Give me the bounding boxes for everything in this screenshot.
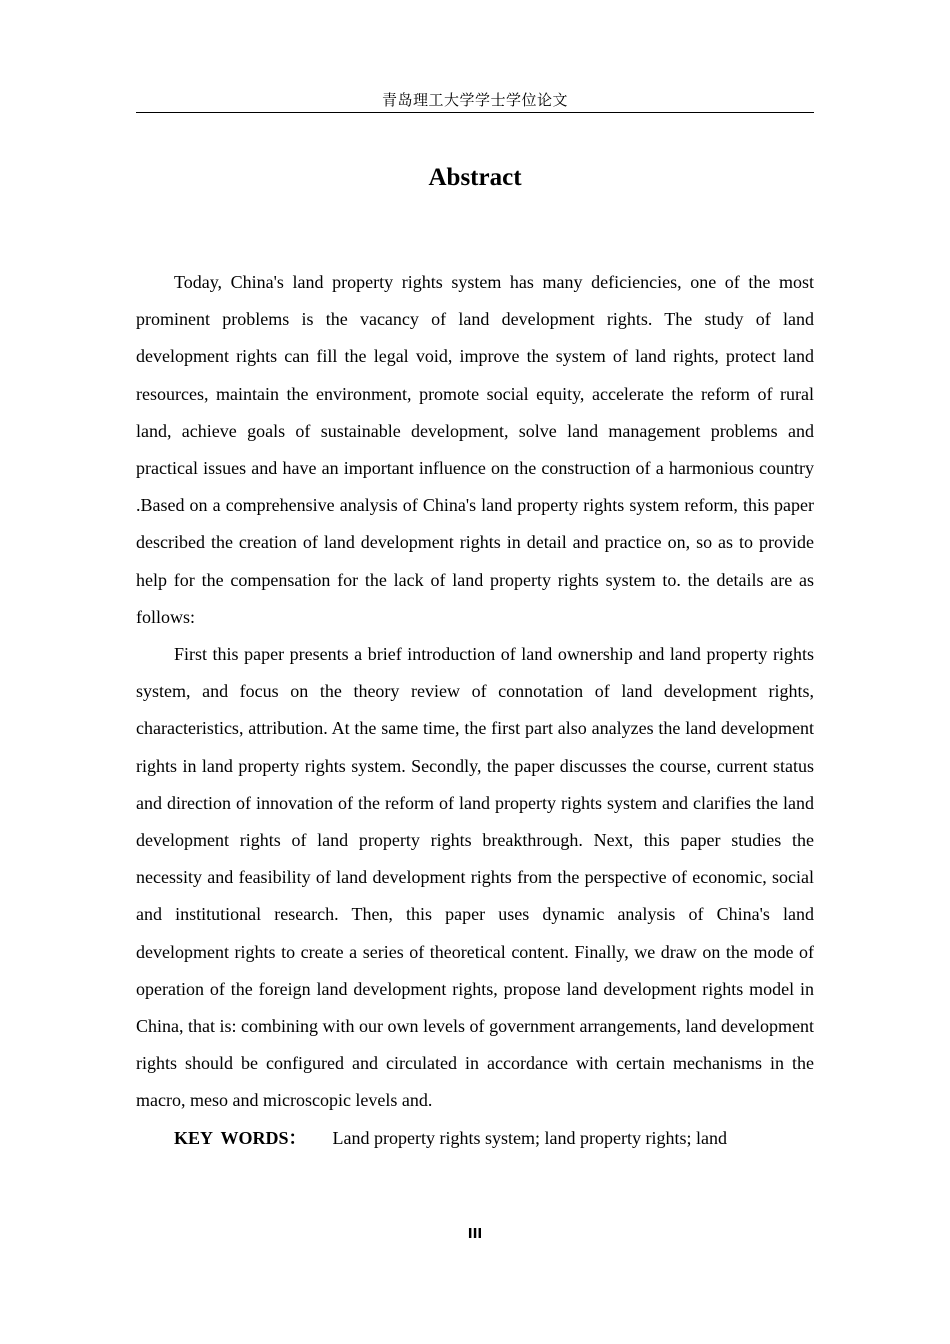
keywords-line [136,1120,814,1157]
abstract-title: Abstract [428,164,522,191]
abstract-paragraph-1: Today, China's land property rights system has many deficiencies, one of the most prominent problems is the vacancy of land development rights. The study of land development rights can fill the legal void, improve the system of land rights, protect land resources, maintain the environment, promote social equity, accelerate the reform of rural land, achieve goals of sustainable development, solve land management problems and practical issues and have an important influence on the construction of a harmonious country .Based on a comprehensive analysis of China's land property rights system reform, this paper described the creation of land development rights in detail and practice on, so as to provide help for the compensation for the lack of land property rights system to. the details are as follows: [136,272,814,627]
keywords-label: KEY WORDS： [174,1127,307,1148]
abstract-paragraph-2: First this paper presents a brief introduction of land ownership and land property rights system, and focus on the theory review of connotation of land development rights, characteristics, attribution. At the same time, the first part also analyzes the land development rights in land property rights system. Secondly, the paper discusses the course, current status and direction of innovation of the reform of land property rights system and clarifies the land development rights of land property rights breakthrough. Next, this paper studies the necessity and feasibility of land development rights from the perspective of economic, social and institutional research. Then, this paper uses dynamic analysis of China's land development rights to create a series of theoretical content. Finally, we draw on the mode of operation of the foreign land development rights, propose land development rights model in China, that is: combining with our own levels of government arrangements, land development rights should be configured and circulated in accordance with certain mechanisms in the macro, meso and microscopic levels and. [136,644,814,1111]
page-header [136,90,814,113]
keywords-text: Land property rights system; land property rights; land [332,1127,727,1148]
page-number: III [467,1227,483,1242]
header-title: 青岛理工大学学士学位论文 [381,91,568,109]
abstract-body [136,264,814,1157]
